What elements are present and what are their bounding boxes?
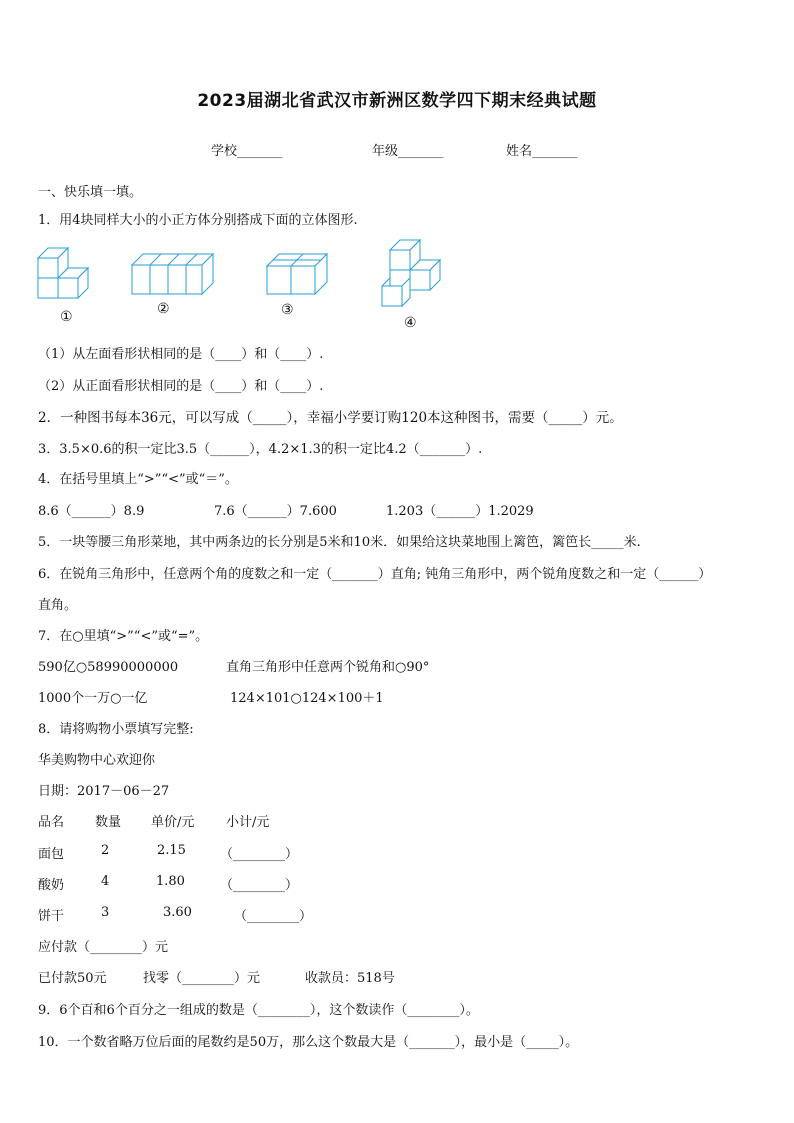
receipt-row-name: 饼干 <box>38 909 65 924</box>
receipt-cashier: 收款员：518号 <box>305 971 395 986</box>
receipt-row-price: 2.15 <box>157 843 186 858</box>
receipt-date: 日期：2017－06－27 <box>38 784 170 799</box>
cube-figure-4 <box>380 238 446 310</box>
receipt-row-qty: 4 <box>101 874 110 889</box>
question-5: 5．一块等腰三角形菜地，其中两条边的长分别是5米和10米．如果给这块菜地围上篱笆，篱笆长_____米. <box>38 535 641 550</box>
question-8-stem: 8．请将购物小票填写完整: <box>38 722 194 737</box>
receipt-row-price: 1.80 <box>156 874 185 889</box>
receipt-row-name: 酸奶 <box>38 878 65 893</box>
receipt-row-price: 3.60 <box>163 905 192 920</box>
question-4-item-2: 7.6（______）7.600 <box>214 504 337 519</box>
receipt-row-qty: 2 <box>101 843 110 858</box>
receipt-header-name: 品名 <box>38 815 65 830</box>
school-field: 学校_______ <box>211 144 283 159</box>
question-1-stem: 1．用4块同样大小的小正方体分别搭成下面的立体图形. <box>38 213 358 228</box>
question-7-stem: 7．在○里填“>”“<”或“=”。 <box>38 629 209 644</box>
section-heading: 一、快乐填一填。 <box>38 185 143 200</box>
receipt-row-subtotal: （________） <box>234 909 313 924</box>
figure-4-label: ④ <box>404 315 417 331</box>
question-4-stem: 4．在括号里填上“>”“<”或“＝”。 <box>38 472 238 487</box>
receipt-header-qty: 数量 <box>95 815 122 830</box>
question-7-row-1-right: 直角三角形中任意两个锐角和○90° <box>226 660 430 675</box>
question-4-item-1: 8.6（______）8.9 <box>38 504 145 519</box>
grade-field: 年级_______ <box>372 144 444 159</box>
question-7-row-2-right: 124×101○124×100＋1 <box>230 691 384 706</box>
receipt-row-qty: 3 <box>101 905 110 920</box>
figure-2-label: ② <box>157 301 170 317</box>
receipt-row-name: 面包 <box>38 847 65 862</box>
question-1-part-2: （2）从正面看形状相同的是（____）和（____）. <box>38 379 324 394</box>
question-7-row-2-left: 1000个一万○一亿 <box>38 691 148 706</box>
question-6-line-1: 6．在锐角三角形中，任意两个角的度数之和一定（_______）直角; 钝角三角形中，两个锐角度数之和一定（______） <box>38 567 712 582</box>
receipt-row-subtotal: （________） <box>220 878 299 893</box>
question-6-line-2: 直角。 <box>38 598 78 613</box>
cube-figure-1 <box>36 240 100 300</box>
cube-figure-3 <box>265 246 331 298</box>
figure-3-label: ③ <box>281 302 294 318</box>
question-4-item-3: 1.203（______）1.2029 <box>386 504 534 519</box>
name-field: 姓名_______ <box>506 144 578 159</box>
receipt-row-subtotal: （________） <box>220 847 299 862</box>
question-3: 3．3.5×0.6的积一定比3.5（______），4.2×1.3的积一定比4.2（_______）. <box>38 442 483 457</box>
receipt-header-price: 单价/元 <box>151 815 195 830</box>
receipt-change: 找零（________）元 <box>143 971 261 986</box>
question-7-row-1-left: 590亿○58990000000 <box>38 660 179 675</box>
question-9: 9．6个百和6个百分之一组成的数是（________），这个数读作（________）。 <box>38 1003 479 1018</box>
question-2: 2．一种图书每本36元，可以写成（_____），幸福小学要订购120本这种图书，需要（_____）元。 <box>38 410 623 426</box>
receipt-header-subtotal: 小计/元 <box>226 815 270 830</box>
cube-figure-2 <box>130 248 216 298</box>
question-10: 10．一个数省略万位后面的尾数约是50万，那么这个数最大是（_______），最小是（_____）。 <box>38 1035 579 1050</box>
question-1-part-1: （1）从左面看形状相同的是（____）和（____）. <box>38 347 324 362</box>
figure-1-label: ① <box>60 309 73 325</box>
page-title: 2023届湖北省武汉市新洲区数学四下期末经典试题 <box>197 91 597 111</box>
receipt-amount-due: 应付款（________）元 <box>38 940 169 955</box>
receipt-store-name: 华美购物中心欢迎你 <box>38 753 156 768</box>
receipt-amount-paid: 已付款50元 <box>38 971 107 986</box>
